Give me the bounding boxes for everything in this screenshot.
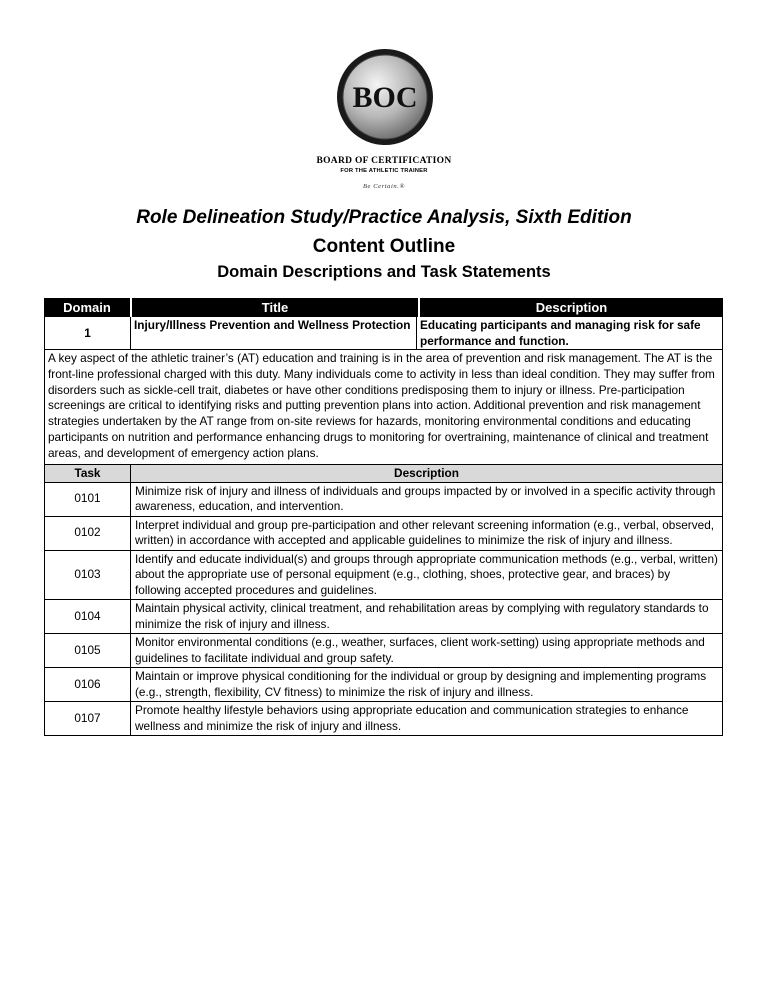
table-row	[44, 483, 723, 517]
task-description: Maintain or improve physical conditioning for the individual or group by designing and implementing programs (e.g., strength, flexibility, CV fitness) to minimize the risk of injury and illness.	[135, 669, 707, 699]
section-heading: Domain Descriptions and Task Statements	[217, 263, 551, 281]
domain-row	[44, 317, 723, 349]
task-description: Maintain physical activity, clinical treatment, and rehabilitation areas by complying with regulatory standards to minimize the risk of injury and illness.	[135, 601, 709, 631]
header-domain: Domain	[44, 298, 132, 317]
tagline: Be Certain.®	[362, 183, 406, 190]
task-id: 0101	[45, 483, 131, 516]
header-description: Description	[535, 300, 608, 315]
table-row	[44, 634, 723, 668]
task-description: Promote healthy lifestyle behaviors using appropriate education and communication strategies to enhance wellness and minimize the risk of injury and illness.	[135, 703, 689, 733]
boc-logo-letters: BOC	[352, 81, 418, 114]
task-id: 0103	[45, 551, 131, 600]
task-id: 0104	[45, 600, 131, 633]
document-title: Role Delineation Study/Practice Analysis, Sixth Edition	[136, 207, 632, 228]
domain-title: Injury/Illness Prevention and Wellness Protection	[131, 317, 417, 349]
task-id: 0105	[45, 634, 131, 667]
task-id: 0102	[45, 517, 131, 550]
task-table-header	[44, 465, 723, 483]
table-row	[44, 551, 723, 601]
domain-table	[44, 298, 723, 736]
domain-table-header	[44, 298, 723, 317]
task-description: Monitor environmental conditions (e.g., weather, surfaces, client work-setting) using appropriate methods and guidelines to facilitate individual and group safety.	[135, 635, 705, 665]
domain-number: 1	[45, 317, 131, 349]
org-name: BOARD OF CERTIFICATION	[316, 156, 452, 166]
task-description: Minimize risk of injury and illness of individuals and groups impacted by or involved in a specific activity through awareness, education, and intervention.	[135, 483, 716, 514]
document-subtitle: Content Outline	[312, 236, 456, 257]
header-task-description: Description	[394, 465, 459, 480]
task-id: 0106	[45, 668, 131, 701]
table-row	[44, 702, 723, 736]
table-row	[44, 517, 723, 551]
table-row	[44, 600, 723, 634]
table-row	[44, 668, 723, 702]
domain-description: Educating participants and managing risk for safe performance and function.	[420, 318, 701, 348]
task-description: Interpret individual and group pre-participation and other relevant screening information (e.g., verbal, observed, written) in accordance with accepted and applicable guidelines to minimize the risk of injury and illness.	[135, 517, 715, 548]
boc-logo-seal	[336, 48, 434, 146]
org-subtitle: FOR THE ATHLETIC TRAINER	[340, 168, 428, 174]
header-task: Task	[45, 465, 131, 482]
domain-summary: A key aspect of the athletic trainer’s (AT) education and training is in the area of prevention and risk management. The AT is the front-line professional charged with this duty. Many individuals come to activity in less than ideal condition. They may suffer from disorders such as sickle-cell trait, diabetes or have other conditions predisposing them to injury or illness. Pre-participation screenings are critical to identifying risks and putting prevention plans into action. Additional prevention and risk management strategies undertaken by the AT range from on-site reviews for hazards, monitoring environmental conditions and educating participants on nutrition and performance enhancing drugs to monitoring for overtraining, maintenance of clinical and treatment areas, and development of emergency action plans.	[44, 349, 723, 465]
header-title: Title	[132, 298, 420, 317]
task-description: Identify and educate individual(s) and groups through appropriate communication methods (e.g., verbal, written) about the appropriate use of personal equipment (e.g., clothing, shoes, protective gear, and braces) by following accepted procedures and guidelines.	[135, 551, 718, 597]
task-id: 0107	[45, 702, 131, 735]
